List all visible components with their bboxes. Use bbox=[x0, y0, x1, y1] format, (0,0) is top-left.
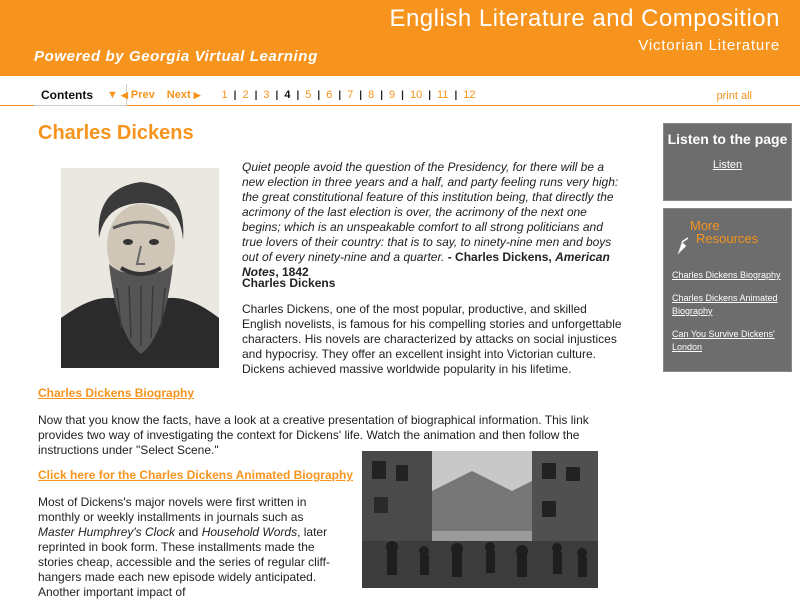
resource-link-dickens-london[interactable]: Can You Survive Dickens' London bbox=[672, 329, 775, 352]
next-button[interactable] bbox=[167, 89, 204, 101]
biography-link[interactable]: Charles Dickens Biography bbox=[38, 386, 195, 400]
cursor-arrow-icon bbox=[676, 237, 690, 255]
divider: | bbox=[359, 89, 363, 101]
intro-paragraph: Charles Dickens, one of the most popular, productive, and skilled English novelists, is famous for his compelling stories and unforgettable characters. His novels are characterized by attacks on social injustices and hypocrisy. They offer an excellent insight into Victorian culture. Dickens achieved massive worldwide popularity in his lifetime. bbox=[242, 302, 622, 376]
divider: | bbox=[254, 89, 258, 101]
para3-text-a: Most of Dickens's major novels were first written in monthly or weekly installments in journals such as bbox=[38, 495, 307, 524]
site-header bbox=[0, 0, 800, 76]
quote-attr-year: , 1842 bbox=[275, 265, 309, 279]
resource-link-biography[interactable]: Charles Dickens Biography bbox=[672, 270, 781, 280]
london-street-engraving-image bbox=[362, 451, 598, 588]
more-resources-panel bbox=[663, 208, 792, 372]
divider: | bbox=[233, 89, 237, 101]
page-link[interactable]: 11 bbox=[437, 89, 449, 101]
biography-paragraph: Now that you know the facts, have a look at a creative presentation of biographical information. This link provides two way of investigating the context for Dickens' life. Watch the animation and then follow the instructions under "Select Scene." bbox=[38, 413, 589, 457]
page-title: Charles Dickens bbox=[38, 122, 194, 144]
quote-attr-work: American Notes bbox=[242, 250, 610, 279]
unit-title: Victorian Literature bbox=[638, 37, 780, 54]
page-link[interactable]: 7 bbox=[347, 89, 354, 101]
divider: | bbox=[296, 89, 300, 101]
prev-button[interactable] bbox=[118, 89, 155, 101]
listen-link[interactable]: Listen bbox=[712, 159, 743, 171]
pager bbox=[118, 84, 480, 106]
page-link[interactable]: 1 bbox=[221, 89, 228, 101]
divider: | bbox=[454, 89, 458, 101]
listen-panel bbox=[663, 123, 792, 201]
divider: | bbox=[275, 89, 279, 101]
para3-text-e: , later reprinted in book form. These installments made the stories cheap, accessible and the series of regular cliff-hangers made each new episode widely anticipated. Another important impact of bbox=[38, 525, 330, 599]
triangle-right-icon: ▶ bbox=[193, 89, 201, 100]
divider: | bbox=[428, 89, 432, 101]
print-all-link[interactable]: print all bbox=[716, 90, 752, 102]
para3-title-a: Master Humphrey's Clock bbox=[38, 525, 175, 539]
course-title: English Literature and Composition bbox=[389, 5, 780, 32]
page-link[interactable]: 10 bbox=[409, 89, 423, 101]
contents-dropdown[interactable] bbox=[34, 84, 127, 106]
more-resources-title bbox=[690, 219, 758, 245]
contents-label: Contents bbox=[41, 87, 93, 102]
section-subheading: Charles Dickens bbox=[242, 276, 336, 290]
divider: | bbox=[338, 89, 342, 101]
current-page: 4 bbox=[284, 89, 291, 101]
page-link[interactable]: 5 bbox=[305, 89, 312, 101]
dickens-quote bbox=[242, 160, 624, 280]
triangle-left-icon: ◀ bbox=[121, 89, 128, 100]
more-resources-title-line-1: More bbox=[690, 218, 720, 233]
divider: | bbox=[317, 89, 321, 101]
page-link[interactable]: 12 bbox=[463, 89, 476, 101]
page-link[interactable]: 3 bbox=[263, 89, 270, 101]
next-label: Next bbox=[166, 89, 191, 101]
quote-attr-prefix: - Charles Dickens, bbox=[444, 250, 556, 264]
powered-by-text: Powered by Georgia Virtual Learning bbox=[34, 48, 318, 65]
divider: | bbox=[380, 89, 384, 101]
para3-text-c: and bbox=[175, 525, 202, 539]
page-link[interactable]: 9 bbox=[389, 89, 396, 101]
page-navigation bbox=[0, 84, 800, 106]
installments-paragraph bbox=[38, 495, 340, 600]
triangle-down-icon: ▼ bbox=[107, 88, 118, 101]
dickens-portrait-image bbox=[61, 168, 219, 368]
page-link[interactable]: 6 bbox=[326, 89, 333, 101]
resource-link-animated-biography[interactable]: Charles Dickens Animated Biography bbox=[672, 293, 778, 316]
listen-title: Listen to the page bbox=[667, 131, 788, 147]
more-resources-title-line-2: Resources bbox=[696, 231, 759, 246]
divider: | bbox=[401, 89, 404, 101]
prev-label: Prev bbox=[130, 89, 155, 101]
para3-title-b: Household Words bbox=[201, 525, 298, 539]
quote-text: Quiet people avoid the question of the Presidency, for there will be a new election in three years and a half, and party feeling runs very high: the great constitutional feature of this institution being, that directly the acrimony of the last election is over, the acrimony of the next one begins; which is an unspeakable comfort to all strong politicians and true lovers of their country: that is to say, to ninety-nine men and boys out of every ninety-nine and a quarter. bbox=[242, 160, 619, 264]
page-link[interactable]: 2 bbox=[242, 89, 249, 101]
animated-biography-link[interactable]: Click here for the Charles Dickens Animated Biography bbox=[38, 468, 353, 482]
page-link[interactable]: 8 bbox=[368, 89, 375, 101]
